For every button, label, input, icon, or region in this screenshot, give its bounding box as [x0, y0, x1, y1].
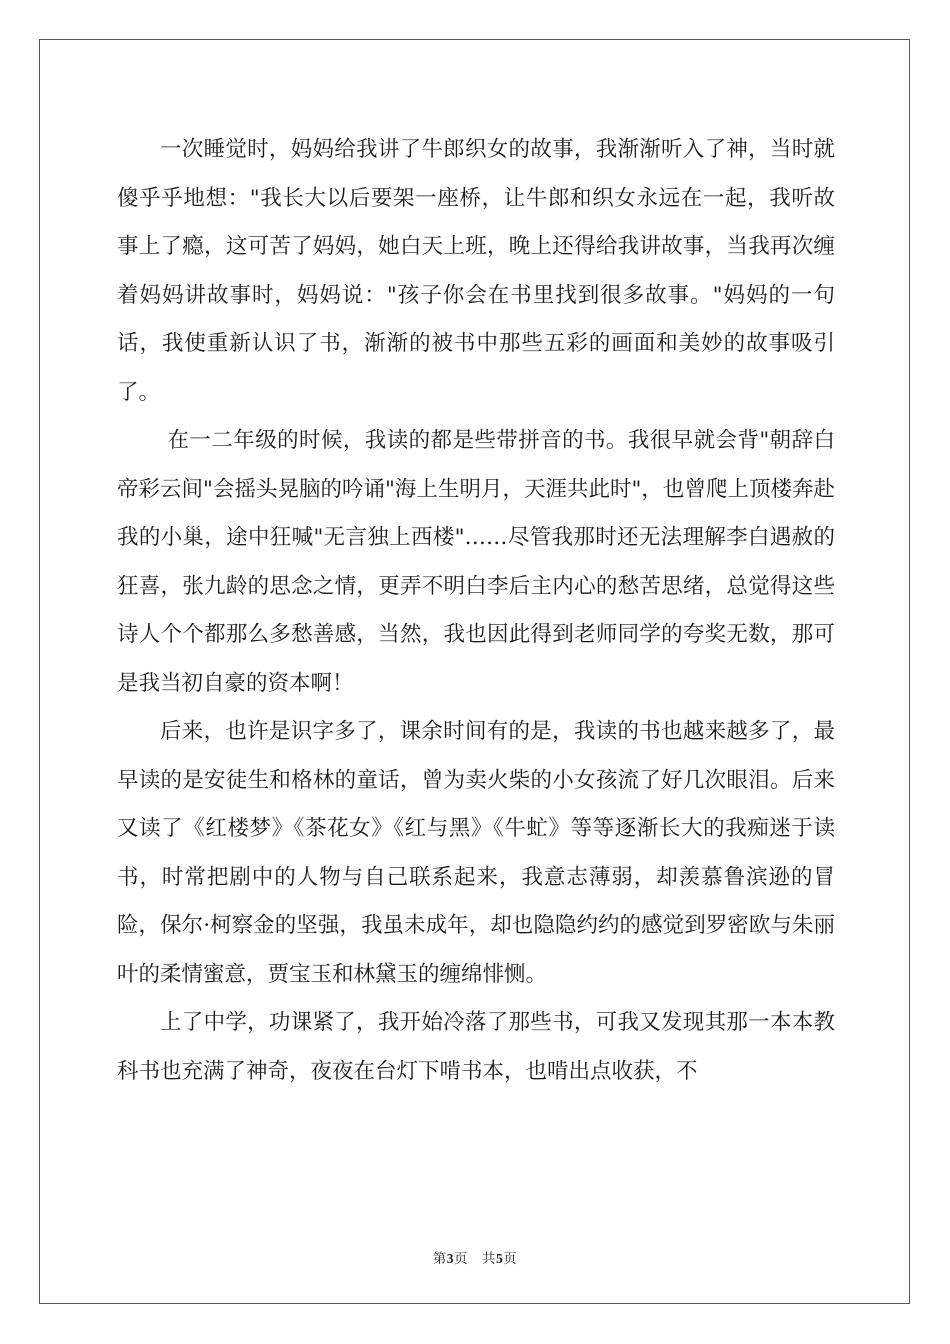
- total-prefix: 共: [482, 1251, 496, 1267]
- page-prefix: 第: [432, 1251, 447, 1267]
- total-suffix: 页: [503, 1251, 518, 1267]
- page-footer: [0, 1247, 950, 1267]
- page-number: 3: [446, 1251, 454, 1266]
- document-body: [117, 126, 835, 1096]
- paragraph-3: 后来，也许是识字多了，课余时间有的是，我读的书也越来越多了，最早读的是安徒生和格林的童话，曾为卖火柴的小女孩流了好几次眼泪。后来又读了《红楼梦》《茶花女》《红与黑》《牛虻》等等逐渐长大的我痴迷于读书，时常把剧中的人物与自己联系起来，我意志薄弱，却羡慕鲁滨逊的冒险，保尔·柯察金的坚强，我虽未成年，却也隐隐约约的感觉到罗密欧与朱丽叶的柔情蜜意，贾宝玉和林黛玉的缠绵悱恻。: [117, 719, 835, 987]
- paragraph-2: 在一二年级的时候，我读的都是些带拼音的书。我很早就会背"朝辞白帝彩云间"会摇头晃脑的吟诵"海上生明月，天涯共此时"，也曾爬上顶楼奔赴我的小巢，途中狂喊"无言独上西楼"……尽管我那时还无法理解李白遇赦的狂喜，张九龄的思念之情，更弄不明白李后主内心的愁苦思绪，总觉得这些诗人个个都那么多愁善感，当然，我也因此得到老师同学的夸奖无数，那可是我当初自豪的资本啊！: [117, 428, 835, 696]
- paragraph-1: 一次睡觉时，妈妈给我讲了牛郎织女的故事，我渐渐听入了神，当时就傻乎乎地想："我长大以后要架一座桥，让牛郎和织女永远在一起，我听故事上了瘾，这可苦了妈妈，她白天上班，晚上还得给我讲故事，当我再次缠着妈妈讲故事时，妈妈说："孩子你会在书里找到很多故事。"妈妈的一句话，我使重新认识了书，渐渐的被书中那些五彩的画面和美妙的故事吸引了。: [117, 137, 835, 405]
- total-pages: 5: [496, 1251, 504, 1266]
- paragraph-4: 上了中学，功课紧了，我开始冷落了那些书，可我又发现其那一本本教科书也充满了神奇，夜夜在台灯下啃书本，也啃出点收获，不: [117, 1010, 835, 1084]
- page-suffix: 页: [454, 1251, 468, 1267]
